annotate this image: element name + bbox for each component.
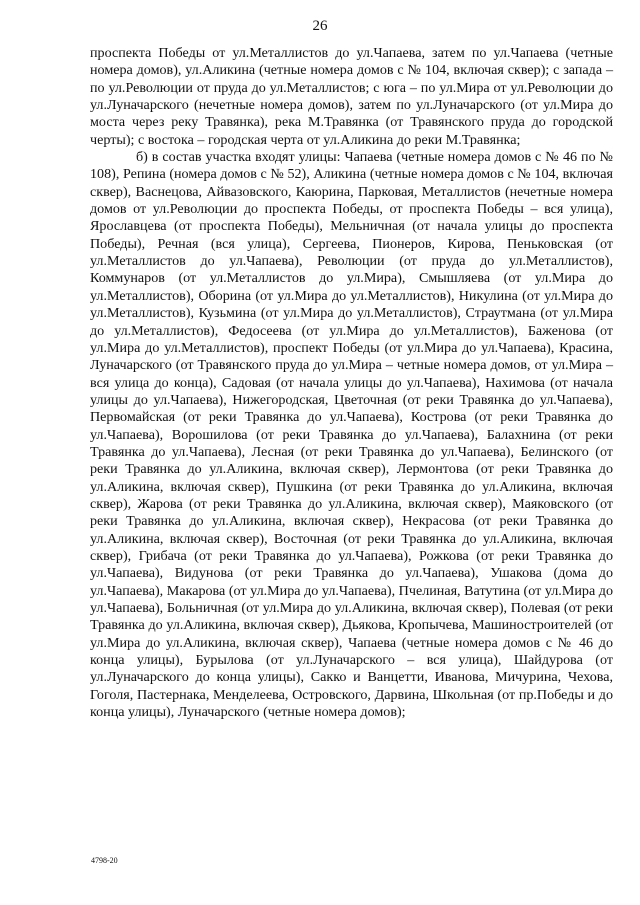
body-text xyxy=(90,45,613,721)
paragraph-streets-list: б) в состав участка входят улицы: Чапаева (четные номера домов с № 46 по № 108), Репина (номера домов с № 52), Аликина (четные номера домов с № 104, включая сквер), Васнецова, Айвазовского, Каюрина, Парковая, Металлистов (нечетные номера домов от ул.Революции до проспекта Победы, от проспекта Победы – вся улица), Ярославцева (от проспекта Победы), Мельничная (от начала улицы до проспекта Победы), Речная (вся улица), Сергеева, Пионеров, Кирова, Пеньковская (от ул.Металлистов до ул.Чапаева), Революции (от пруда до ул.Металлистов), Коммунаров (от ул.Металлистов до ул.Мира), Смышляева (от ул.Мира до ул.Металлистов), Оборина (от ул.Мира до ул.Металлистов), Никулина (от ул.Мира до ул.Металлистов), Кузьмина (от ул.Мира до ул.Металлистов), Страутмана (от ул.Мира до ул.Металлистов), Федосеева (от ул.Мира до ул.Металлистов), Баженова (от ул.Мира до ул.Металлистов), проспект Победы (от ул.Мира до ул.Чапаева), Красина, Луначарского (от Травянского пруда до ул.Мира – четные номера домов, от ул.Мира – вся улица до конца), Садовая (от начала улицы до ул.Чапаева), Нахимова (от начала улицы до ул.Чапаева), Нижегородская, Цветочная (от реки Травянка до ул.Чапаева), Первомайская (от реки Травянка до ул.Чапаева), Кострова (от реки Травянка до ул.Чапаева), Ворошилова (от реки Травянка до ул.Чапаева), Балахнина (от реки Травянка до ул.Чапаева), Лесная (от реки Травянка до ул.Чапаева), Белинского (от реки Травянка до ул.Аликина, включая сквер), Лермонтова (от реки Травянка до ул.Аликина, включая сквер), Пушкина (от реки Травянка до ул.Аликина, включая сквер), Жарова (от реки Травянка до ул.Аликина, включая сквер), Маяковского (от реки Травянка до ул.Аликина, включая сквер), Некрасова (от реки Травянка до ул.Аликина, включая сквер), Восточная (от реки Травянка до ул.Аликина, включая сквер), Грибача (от реки Травянка до ул.Чапаева), Рожкова (от реки Травянка до ул.Чапаева), Видунова (от реки Травянка до ул.Чапаева), Ушакова (дома до ул.Чапаева), Макарова (от ул.Мира до ул.Чапаева), Пчелиная, Ватутина (от ул.Мира до ул.Чапаева), Больничная (от ул.Мира до ул.Аликина, включая сквер), Полевая (от реки Травянка до ул.Аликина, включая сквер), Дьякова, Кропычева, Машиностроителей (от ул.Мира до ул.Аликина, включая сквер), Чапаева (четные номера домов с № 46 до конца улицы), Бурылова (от ул.Луначарского – вся улица), Шайдурова (от ул.Луначарского до конца улицы), Сакко и Ванцетти, Иванова, Мичурина, Чехова, Гоголя, Пастернака, Менделеева, Островского, Дарвина, Школьная (от пр.Победы и до конца улицы), Луначарского (четные номера домов); xyxy=(90,149,613,721)
page-number: 26 xyxy=(312,18,328,34)
document-code: 4798-20 xyxy=(91,856,118,865)
paragraph-boundaries-continuation: проспекта Победы от ул.Металлистов до ул.Чапаева, затем по ул.Чапаева (четные номера домов), ул.Аликина (четные номера домов с № 104, включая сквер); с запада – по ул.Революции от пруда до ул.Металлистов; с юга – по ул.Мира от ул.Революции до ул.Луначарского (нечетные номера домов), затем по ул.Луначарского (от ул.Мира до моста через реку Травянка), река М.Травянка (от Травянского пруда до городской черты); с востока – городская черта от ул.Аликина до реки М.Травянка; xyxy=(90,45,613,148)
